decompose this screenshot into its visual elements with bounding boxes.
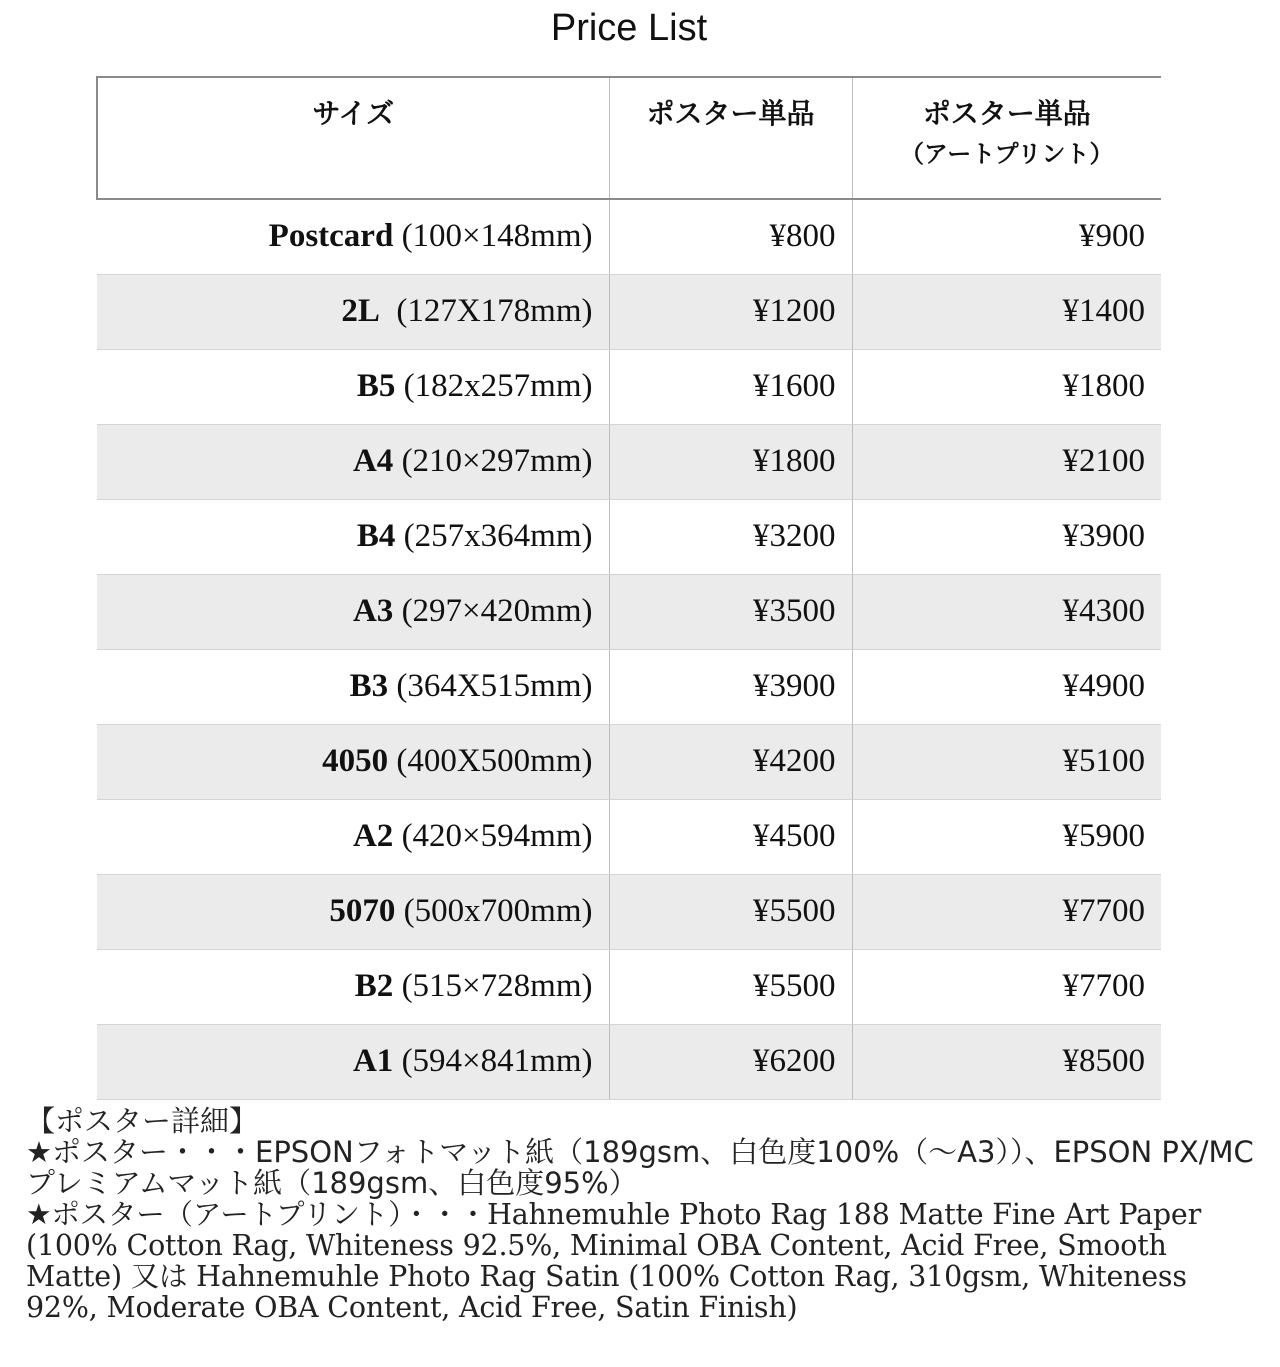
poster-price-cell: ¥3500: [609, 574, 852, 649]
size-name: B5: [356, 368, 396, 404]
table-row: [97, 349, 1161, 424]
size-name: B3: [349, 668, 389, 704]
notes-art-print: [26, 1199, 1256, 1323]
size-cell: [97, 424, 609, 499]
notes-poster-line-2: プレミアムマット紙（189gsm、白色度95%）: [26, 1166, 638, 1200]
size-cell: [97, 799, 609, 874]
poster-price-cell: ¥5500: [609, 874, 852, 949]
poster-price-cell: ¥1800: [609, 424, 852, 499]
header-size-label: サイズ: [312, 97, 395, 130]
table-row: [97, 874, 1161, 949]
art-print-price-cell: ¥4300: [852, 574, 1161, 649]
table-row: [97, 424, 1161, 499]
table-row: [97, 799, 1161, 874]
size-dimensions: (420×594mm): [393, 818, 593, 854]
size-dimensions: (100×148mm): [393, 218, 593, 255]
size-name: A4: [352, 443, 394, 479]
poster-price-cell: ¥3200: [609, 499, 852, 574]
poster-price-cell: ¥6200: [609, 1024, 852, 1099]
size-name: B2: [354, 968, 394, 1004]
table-row: [97, 574, 1161, 649]
size-cell: [97, 349, 609, 424]
header-art-print: [852, 77, 1161, 199]
size-dimensions: (400X500mm): [388, 743, 593, 779]
header-art-print-sublabel: （アートプリント）: [899, 140, 1114, 168]
notes-art-text: Hahnemuhle Photo Rag 188 Matte Fine Art Paper (100% Cotton Rag, Whiteness 92.5%, Minimal OBA Content, Acid Free, Smooth Matte) 又は Hahnemuhle Photo Rag Satin (100% Cotton Rag, 310gsm, Whiteness 92%, Moderate OBA Content, Acid Free, Satin Finish): [26, 1198, 1201, 1324]
size-cell: [97, 499, 609, 574]
poster-price-cell: ¥4200: [609, 724, 852, 799]
size-dimensions: (364X515mm): [388, 668, 593, 704]
size-name: B4: [356, 518, 396, 554]
art-print-price-cell: ¥2100: [852, 424, 1161, 499]
notes-heading: 【ポスター詳細】: [26, 1104, 259, 1138]
size-cell: [97, 574, 609, 649]
poster-details: [26, 1106, 1256, 1323]
size-dimensions: (182x257mm): [395, 368, 593, 404]
table-row: [97, 199, 1161, 274]
poster-price-cell: ¥800: [609, 199, 852, 274]
art-print-price-cell: ¥7700: [852, 949, 1161, 1024]
header-poster: [609, 77, 852, 199]
size-cell: [97, 949, 609, 1024]
art-print-price-cell: ¥7700: [852, 874, 1161, 949]
size-cell: [97, 274, 609, 349]
size-name: A2: [352, 818, 394, 854]
size-dimensions: (210×297mm): [393, 443, 593, 479]
art-print-price-cell: ¥1800: [852, 349, 1161, 424]
size-cell: [97, 649, 609, 724]
size-name: 5070: [329, 893, 396, 929]
header-size: [97, 77, 609, 199]
header-poster-label: ポスター単品: [646, 97, 815, 130]
size-name: A3: [352, 593, 394, 629]
size-dimensions: (594×841mm): [393, 1043, 593, 1079]
notes-poster-line-1: ★ポスター・・・EPSONフォトマット紙（189gsm、白色度100%（〜A3））、EPSON PX/MC: [26, 1135, 1254, 1169]
size-name: 4050: [322, 743, 389, 779]
size-dimensions: (297×420mm): [393, 593, 593, 629]
art-print-price-cell: ¥5900: [852, 799, 1161, 874]
poster-price-cell: ¥1600: [609, 349, 852, 424]
art-print-price-cell: ¥8500: [852, 1024, 1161, 1099]
notes-art-prefix: ★ポスター（アートプリント）・・・: [26, 1198, 488, 1231]
size-name: 2L: [341, 293, 380, 329]
table-row: [97, 724, 1161, 799]
header-art-print-label: ポスター単品: [922, 97, 1091, 130]
art-print-price-cell: ¥900: [852, 199, 1161, 274]
size-cell: [97, 874, 609, 949]
size-name: Postcard: [268, 218, 394, 255]
table-row: [97, 949, 1161, 1024]
size-cell: [97, 724, 609, 799]
table-header-row: [97, 77, 1161, 199]
size-name: A1: [352, 1043, 394, 1079]
table-row: [97, 1024, 1161, 1099]
size-cell: [97, 199, 609, 274]
table-row: [97, 499, 1161, 574]
art-print-price-cell: ¥1400: [852, 274, 1161, 349]
art-print-price-cell: ¥3900: [852, 499, 1161, 574]
poster-price-cell: ¥1200: [609, 274, 852, 349]
poster-price-cell: ¥4500: [609, 799, 852, 874]
size-dimensions: (257x364mm): [395, 518, 593, 554]
table-row: [97, 649, 1161, 724]
size-cell: [97, 1024, 609, 1099]
size-dimensions: (500x700mm): [395, 893, 593, 929]
size-dimensions: (127X178mm): [379, 293, 593, 329]
art-print-price-cell: ¥4900: [852, 649, 1161, 724]
table-row: [97, 274, 1161, 349]
poster-price-cell: ¥5500: [609, 949, 852, 1024]
size-dimensions: (515×728mm): [393, 968, 593, 1004]
poster-price-cell: ¥3900: [609, 649, 852, 724]
art-print-price-cell: ¥5100: [852, 724, 1161, 799]
price-table: [96, 76, 1161, 1100]
page-title: Price List: [550, 7, 708, 49]
